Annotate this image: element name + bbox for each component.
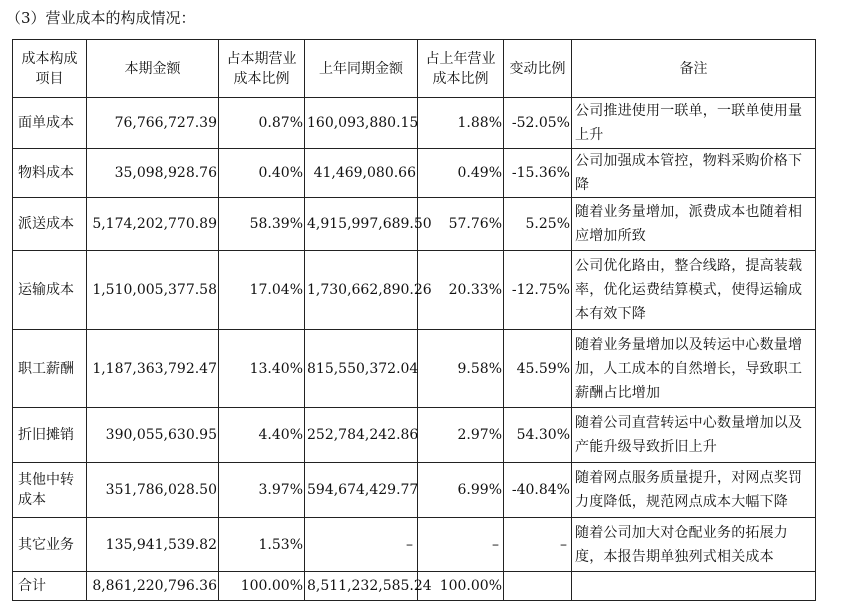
note-cell: 公司优化路由，整合线路，提高装载率，优化运费结算模式，使得运输成本有效下降 xyxy=(572,251,816,330)
current-ratio-cell: 1.53% xyxy=(219,518,305,572)
row-name-cell xyxy=(13,408,87,463)
header-current-amount: 本期金额 xyxy=(87,40,219,98)
header-line: 成本比例 xyxy=(233,70,290,87)
row-name-cell xyxy=(13,463,87,518)
prior-amount-cell: 594,674,429.77 xyxy=(305,463,418,518)
prior-amount-cell: 815,550,372.04 xyxy=(305,330,418,408)
table-row xyxy=(13,463,816,518)
prior-amount-cell: 160,093,880.15 xyxy=(305,98,418,149)
row-name-cell xyxy=(13,198,87,251)
row-name-cell xyxy=(13,330,87,408)
header-current-ratio xyxy=(219,40,305,98)
table-row xyxy=(13,198,816,251)
note-cell: 随着网点服务质量提升，对网点奖罚力度降低，规范网点成本大幅下降 xyxy=(572,463,816,518)
note-cell xyxy=(572,572,816,601)
prior-ratio-cell: 2.97% xyxy=(418,408,504,463)
prior-amount-cell: 4,915,997,689.50 xyxy=(305,198,418,251)
header-line: 成本构成 xyxy=(21,50,78,67)
current-amount-cell: 5,174,202,770.89 xyxy=(87,198,219,251)
change-cell: -52.05% xyxy=(504,98,572,149)
prior-amount-cell: – xyxy=(305,518,418,572)
current-ratio-cell: 17.04% xyxy=(219,251,305,330)
row-name-line: 成本 xyxy=(18,492,46,508)
prior-ratio-cell: 6.99% xyxy=(418,463,504,518)
note-cell: 公司推进使用一联单，一联单使用量上升 xyxy=(572,98,816,149)
prior-ratio-cell: 20.33% xyxy=(418,251,504,330)
change-cell: -15.36% xyxy=(504,149,572,198)
prior-ratio-cell: 100.00% xyxy=(418,572,504,601)
row-name: 其它业务 xyxy=(18,536,74,553)
prior-ratio-cell: – xyxy=(418,518,504,572)
prior-ratio-cell: 1.88% xyxy=(418,98,504,149)
row-name: 合计 xyxy=(18,578,46,594)
header-prior-ratio xyxy=(418,40,504,98)
row-name: 物料成本 xyxy=(18,165,74,181)
table-row xyxy=(13,518,816,572)
current-amount-cell: 1,187,363,792.47 xyxy=(87,330,219,408)
row-name: 面单成本 xyxy=(18,115,74,131)
note-cell: 随着业务量增加以及转运中心数量增加，人工成本的自然增长，导致职工薪酬占比增加 xyxy=(572,330,816,408)
current-amount-cell: 135,941,539.82 xyxy=(87,518,219,572)
prior-ratio-cell: 57.76% xyxy=(418,198,504,251)
table-row xyxy=(13,251,816,330)
row-name: 职工薪酬 xyxy=(18,360,74,377)
table-row xyxy=(13,330,816,408)
header-line: 占本期营业 xyxy=(226,50,297,67)
prior-amount-cell: 1,730,662,890.26 xyxy=(305,251,418,330)
current-amount-cell: 76,766,727.39 xyxy=(87,98,219,149)
table-row xyxy=(13,408,816,463)
current-amount-cell: 8,861,220,796.36 xyxy=(87,572,219,601)
current-ratio-cell: 100.00% xyxy=(219,572,305,601)
table-row xyxy=(13,149,816,198)
row-name: 运输成本 xyxy=(18,282,74,298)
change-cell: 54.30% xyxy=(504,408,572,463)
change-cell: -12.75% xyxy=(504,251,572,330)
current-ratio-cell: 0.87% xyxy=(219,98,305,149)
prior-ratio-cell: 0.49% xyxy=(418,149,504,198)
note-cell: 随着业务量增加，派费成本也随着相应增加所致 xyxy=(572,198,816,251)
total-row xyxy=(13,572,816,601)
row-name-cell xyxy=(13,98,87,149)
change-cell: -40.84% xyxy=(504,463,572,518)
current-amount-cell: 1,510,005,377.58 xyxy=(87,251,219,330)
row-name: 派送成本 xyxy=(18,216,74,232)
prior-amount-cell: 41,469,080.66 xyxy=(305,149,418,198)
note-cell: 公司加强成本管控，物料采购价格下降 xyxy=(572,149,816,198)
current-ratio-cell: 0.40% xyxy=(219,149,305,198)
note-cell: 随着公司加大对仓配业务的拓展力度，本报告期单独列式相关成本 xyxy=(572,518,816,572)
change-cell: 45.59% xyxy=(504,330,572,408)
current-ratio-cell: 4.40% xyxy=(219,408,305,463)
cost-composition-table xyxy=(12,39,816,601)
row-name-cell xyxy=(13,251,87,330)
header-item xyxy=(13,40,87,98)
table-row xyxy=(13,98,816,149)
header-prior-amount: 上年同期金额 xyxy=(305,40,418,98)
change-cell: 5.25% xyxy=(504,198,572,251)
row-name-cell xyxy=(13,518,87,572)
header-note: 备注 xyxy=(572,40,816,98)
header-line: 项目 xyxy=(35,70,64,87)
row-name: 折旧摊销 xyxy=(18,427,74,443)
header-change: 变动比例 xyxy=(504,40,572,98)
change-cell xyxy=(504,572,572,601)
row-name-line: 其他中转 xyxy=(18,472,74,488)
change-cell: – xyxy=(504,518,572,572)
table-header-row xyxy=(13,40,816,98)
prior-amount-cell: 252,784,242.86 xyxy=(305,408,418,463)
section-heading: （3）营业成本的构成情况： xyxy=(6,9,196,27)
current-ratio-cell: 3.97% xyxy=(219,463,305,518)
current-ratio-cell: 58.39% xyxy=(219,198,305,251)
current-ratio-cell: 13.40% xyxy=(219,330,305,408)
note-cell: 随着公司直营转运中心数量增加以及产能升级导致折旧上升 xyxy=(572,408,816,463)
current-amount-cell: 351,786,028.50 xyxy=(87,463,219,518)
current-amount-cell: 390,055,630.95 xyxy=(87,408,219,463)
prior-ratio-cell: 9.58% xyxy=(418,330,504,408)
prior-amount-cell: 8,511,232,585.24 xyxy=(305,572,418,601)
row-name-cell xyxy=(13,572,87,601)
header-line: 占上年营业 xyxy=(425,50,496,67)
row-name-cell xyxy=(13,149,87,198)
current-amount-cell: 35,098,928.76 xyxy=(87,149,219,198)
header-line: 成本比例 xyxy=(432,70,489,87)
